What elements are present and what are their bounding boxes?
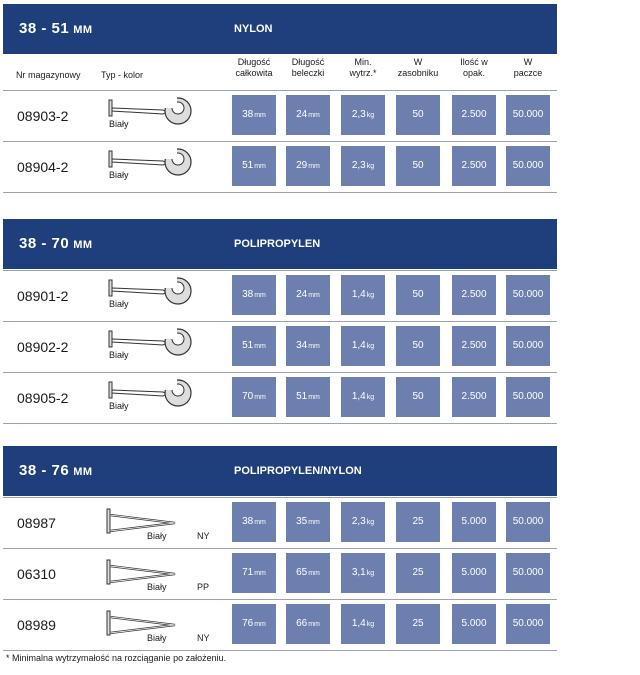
section-range-value: 38 - 76: [19, 462, 70, 479]
cell-strength: [341, 326, 385, 366]
cell-value: 50.000: [512, 516, 544, 527]
cell-value: 25: [412, 567, 424, 578]
tag-color-label: Biały: [147, 531, 167, 541]
cell-value: 50.000: [512, 289, 544, 300]
cell-value: 5.000: [461, 516, 487, 527]
footnote: * Minimalna wytrzymałość na rozciąganie po założeniu.: [6, 653, 227, 663]
cell-box: [506, 95, 550, 135]
cell-unit: mm: [254, 570, 266, 577]
cell-value: 25: [412, 516, 424, 527]
cell-bar: [286, 377, 330, 417]
column-header-ilosc-opak: [449, 57, 499, 79]
product-code: 06310: [17, 566, 56, 582]
fastener-pin-icon: [103, 605, 188, 645]
cell-unit: mm: [254, 343, 266, 350]
cell-value: 50.000: [512, 340, 544, 351]
cell-unit: kg: [366, 163, 375, 170]
fastener-pin-icon: [103, 554, 188, 594]
column-header-nr: Nr magazynowy: [16, 70, 81, 80]
loop-pin-icon: [103, 276, 198, 316]
cell-pack: [452, 502, 496, 542]
cell-value: 29: [296, 160, 308, 171]
table-row: [3, 372, 557, 423]
cell-pack: [452, 553, 496, 593]
cell-strength: [341, 502, 385, 542]
column-headers: [3, 55, 557, 89]
section-bottom-line: [3, 650, 557, 651]
section-range-unit: MM: [73, 239, 93, 251]
cell-bar: [286, 275, 330, 315]
section-header: [3, 4, 557, 54]
cell-unit: mm: [308, 112, 320, 119]
cell-unit: mm: [308, 519, 320, 526]
cell-value: 50.000: [512, 567, 544, 578]
cell-len: [232, 377, 276, 417]
section-material: NYLON: [234, 23, 273, 35]
cell-unit: mm: [254, 292, 266, 299]
cell-value: 50.000: [512, 618, 544, 629]
tag-type-label: NY: [197, 531, 210, 541]
tag-color-label: Biały: [109, 299, 129, 309]
section-range-value: 38 - 51: [19, 20, 70, 37]
cell-pack: [452, 146, 496, 186]
cell-box: [506, 553, 550, 593]
loop-pin-icon: [103, 96, 198, 136]
product-code: 08901-2: [17, 288, 69, 304]
cell-cartridge: [396, 326, 440, 366]
cell-strength: [341, 275, 385, 315]
tag-color-label: Biały: [109, 401, 129, 411]
cell-value: 50: [412, 391, 424, 402]
section-header: [3, 219, 557, 269]
cell-value: 66: [296, 618, 308, 629]
cell-cartridge: [396, 275, 440, 315]
cell-unit: mm: [254, 163, 266, 170]
cell-len: [232, 146, 276, 186]
cell-cartridge: [396, 553, 440, 593]
column-header-line: Min.: [354, 57, 372, 67]
cell-bar: [286, 95, 330, 135]
product-code: 08902-2: [17, 339, 69, 355]
cell-cartridge: [396, 377, 440, 417]
cell-value: 70: [242, 391, 254, 402]
product-code: 08904-2: [17, 159, 69, 175]
tag-color-label: Biały: [109, 170, 129, 180]
cell-unit: kg: [366, 343, 375, 350]
table-row: [3, 321, 557, 372]
cell-value: 51: [242, 340, 254, 351]
section-range-value: 38 - 70: [19, 235, 70, 252]
cell-value: 50: [412, 109, 424, 120]
column-header-dlugosc-beleczki: [283, 57, 333, 79]
cell-value: 38: [242, 289, 254, 300]
cell-unit: mm: [308, 621, 320, 628]
table-row: [3, 90, 557, 141]
cell-unit: mm: [254, 621, 266, 628]
cell-strength: [341, 604, 385, 644]
cell-value: 71: [242, 567, 254, 578]
tag-type-label: NY: [197, 633, 210, 643]
column-header-line: W: [523, 57, 533, 67]
cell-bar: [286, 326, 330, 366]
cell-len: [232, 95, 276, 135]
cell-pack: [452, 326, 496, 366]
product-code: 08903-2: [17, 108, 69, 124]
cell-value: 38: [242, 516, 254, 527]
cell-cartridge: [396, 604, 440, 644]
cell-value: 2.500: [461, 109, 487, 120]
section-range-unit: MM: [73, 24, 93, 36]
cell-bar: [286, 146, 330, 186]
column-header-line: opak.: [462, 68, 486, 78]
cell-pack: [452, 604, 496, 644]
tag-fastener-image: [103, 605, 213, 645]
cell-len: [232, 326, 276, 366]
cell-box: [506, 275, 550, 315]
cell-unit: mm: [254, 519, 266, 526]
cell-unit: kg: [366, 621, 375, 628]
cell-value: 24: [296, 289, 308, 300]
cell-value: 2.500: [461, 340, 487, 351]
column-header-dlugosc-calkowita: [229, 57, 279, 79]
cell-value: 24: [296, 109, 308, 120]
section-range-unit: MM: [73, 466, 93, 478]
cell-unit: kg: [366, 292, 375, 299]
cell-value: 35: [296, 516, 308, 527]
cell-unit: mm: [308, 292, 320, 299]
section-bottom-line: [3, 192, 557, 193]
product-code: 08989: [17, 617, 56, 633]
cell-value: 38: [242, 109, 254, 120]
cell-value: 65: [296, 567, 308, 578]
table-row: [3, 599, 557, 650]
cell-value: 2.500: [461, 289, 487, 300]
cell-value: 50.000: [512, 109, 544, 120]
column-header-line: beleczki: [291, 68, 325, 78]
section-material: POLIPROPYLEN/NYLON: [234, 465, 362, 477]
cell-unit: mm: [308, 394, 320, 401]
cell-value: 34: [296, 340, 308, 351]
column-header-line: całkowita: [235, 68, 273, 78]
column-header-line: paczce: [513, 68, 543, 78]
table-row: [3, 141, 557, 192]
product-code: 08905-2: [17, 390, 69, 406]
column-header-zasobnik: [393, 57, 443, 79]
cell-bar: [286, 553, 330, 593]
section-bottom-line: [3, 423, 557, 424]
cell-unit: mm: [254, 112, 266, 119]
cell-value: 1,4: [351, 391, 366, 402]
cell-value: 2.500: [461, 391, 487, 402]
cell-value: 25: [412, 618, 424, 629]
cell-cartridge: [396, 146, 440, 186]
table-row: [3, 270, 557, 321]
cell-value: 2,3: [351, 109, 366, 120]
tag-fastener-image: [103, 378, 213, 418]
product-code: 08987: [17, 515, 56, 531]
table-row: [3, 548, 557, 599]
cell-cartridge: [396, 502, 440, 542]
cell-value: 1,4: [351, 340, 366, 351]
cell-unit: kg: [366, 570, 375, 577]
cell-unit: kg: [366, 394, 375, 401]
cell-len: [232, 502, 276, 542]
loop-pin-icon: [103, 327, 198, 367]
tag-fastener-image: [103, 276, 213, 316]
cell-unit: mm: [308, 343, 320, 350]
column-header-line: W: [413, 57, 423, 67]
cell-value: 50: [412, 160, 424, 171]
column-header-typ: Typ - kolor: [101, 70, 144, 80]
cell-strength: [341, 146, 385, 186]
cell-len: [232, 604, 276, 644]
fastener-pin-icon: [103, 503, 188, 543]
cell-value: 76: [242, 618, 254, 629]
cell-box: [506, 377, 550, 417]
cell-strength: [341, 95, 385, 135]
column-header-min-wytrz: [338, 57, 388, 79]
cell-bar: [286, 604, 330, 644]
cell-value: 50.000: [512, 391, 544, 402]
cell-strength: [341, 377, 385, 417]
tag-fastener-image: [103, 96, 213, 136]
column-header-line: Długość: [237, 57, 271, 67]
cell-box: [506, 604, 550, 644]
column-header-line: Ilość w: [460, 57, 488, 67]
cell-pack: [452, 275, 496, 315]
cell-len: [232, 275, 276, 315]
section-range: [19, 4, 93, 55]
tag-fastener-image: [103, 327, 213, 367]
cell-value: 50: [412, 289, 424, 300]
table-row: [3, 497, 557, 548]
cell-value: 50: [412, 340, 424, 351]
cell-value: 3,1: [351, 567, 366, 578]
tag-fastener-image: [103, 554, 213, 594]
cell-cartridge: [396, 95, 440, 135]
cell-unit: kg: [366, 519, 375, 526]
tag-color-label: Biały: [147, 582, 167, 592]
tag-color-label: Biały: [147, 633, 167, 643]
section-header: [3, 446, 557, 496]
cell-bar: [286, 502, 330, 542]
cell-strength: [341, 553, 385, 593]
cell-box: [506, 146, 550, 186]
cell-value: 50.000: [512, 160, 544, 171]
cell-unit: mm: [254, 394, 266, 401]
tag-fastener-image: [103, 147, 213, 187]
cell-unit: mm: [308, 163, 320, 170]
cell-value: 1,4: [351, 618, 366, 629]
column-header-line: Długość: [291, 57, 325, 67]
section-range: [19, 446, 93, 497]
cell-value: 1,4: [351, 289, 366, 300]
tag-fastener-image: [103, 503, 213, 543]
cell-pack: [452, 95, 496, 135]
column-header-paczce: [503, 57, 553, 79]
cell-len: [232, 553, 276, 593]
tag-color-label: Biały: [109, 350, 129, 360]
column-header-line: zasobniku: [397, 68, 439, 78]
column-header-line: wytrz.*: [349, 68, 377, 78]
cell-unit: mm: [308, 570, 320, 577]
cell-value: 51: [242, 160, 254, 171]
cell-box: [506, 502, 550, 542]
cell-value: 5.000: [461, 567, 487, 578]
cell-value: 2,3: [351, 160, 366, 171]
cell-pack: [452, 377, 496, 417]
loop-pin-icon: [103, 378, 198, 418]
section-material: POLIPROPYLEN: [234, 238, 321, 250]
cell-value: 51: [296, 391, 308, 402]
cell-value: 5.000: [461, 618, 487, 629]
cell-value: 2,3: [351, 516, 366, 527]
loop-pin-icon: [103, 147, 198, 187]
section-range: [19, 219, 93, 270]
cell-value: 2.500: [461, 160, 487, 171]
cell-unit: kg: [366, 112, 375, 119]
cell-box: [506, 326, 550, 366]
tag-color-label: Biały: [109, 119, 129, 129]
tag-type-label: PP: [197, 582, 210, 592]
